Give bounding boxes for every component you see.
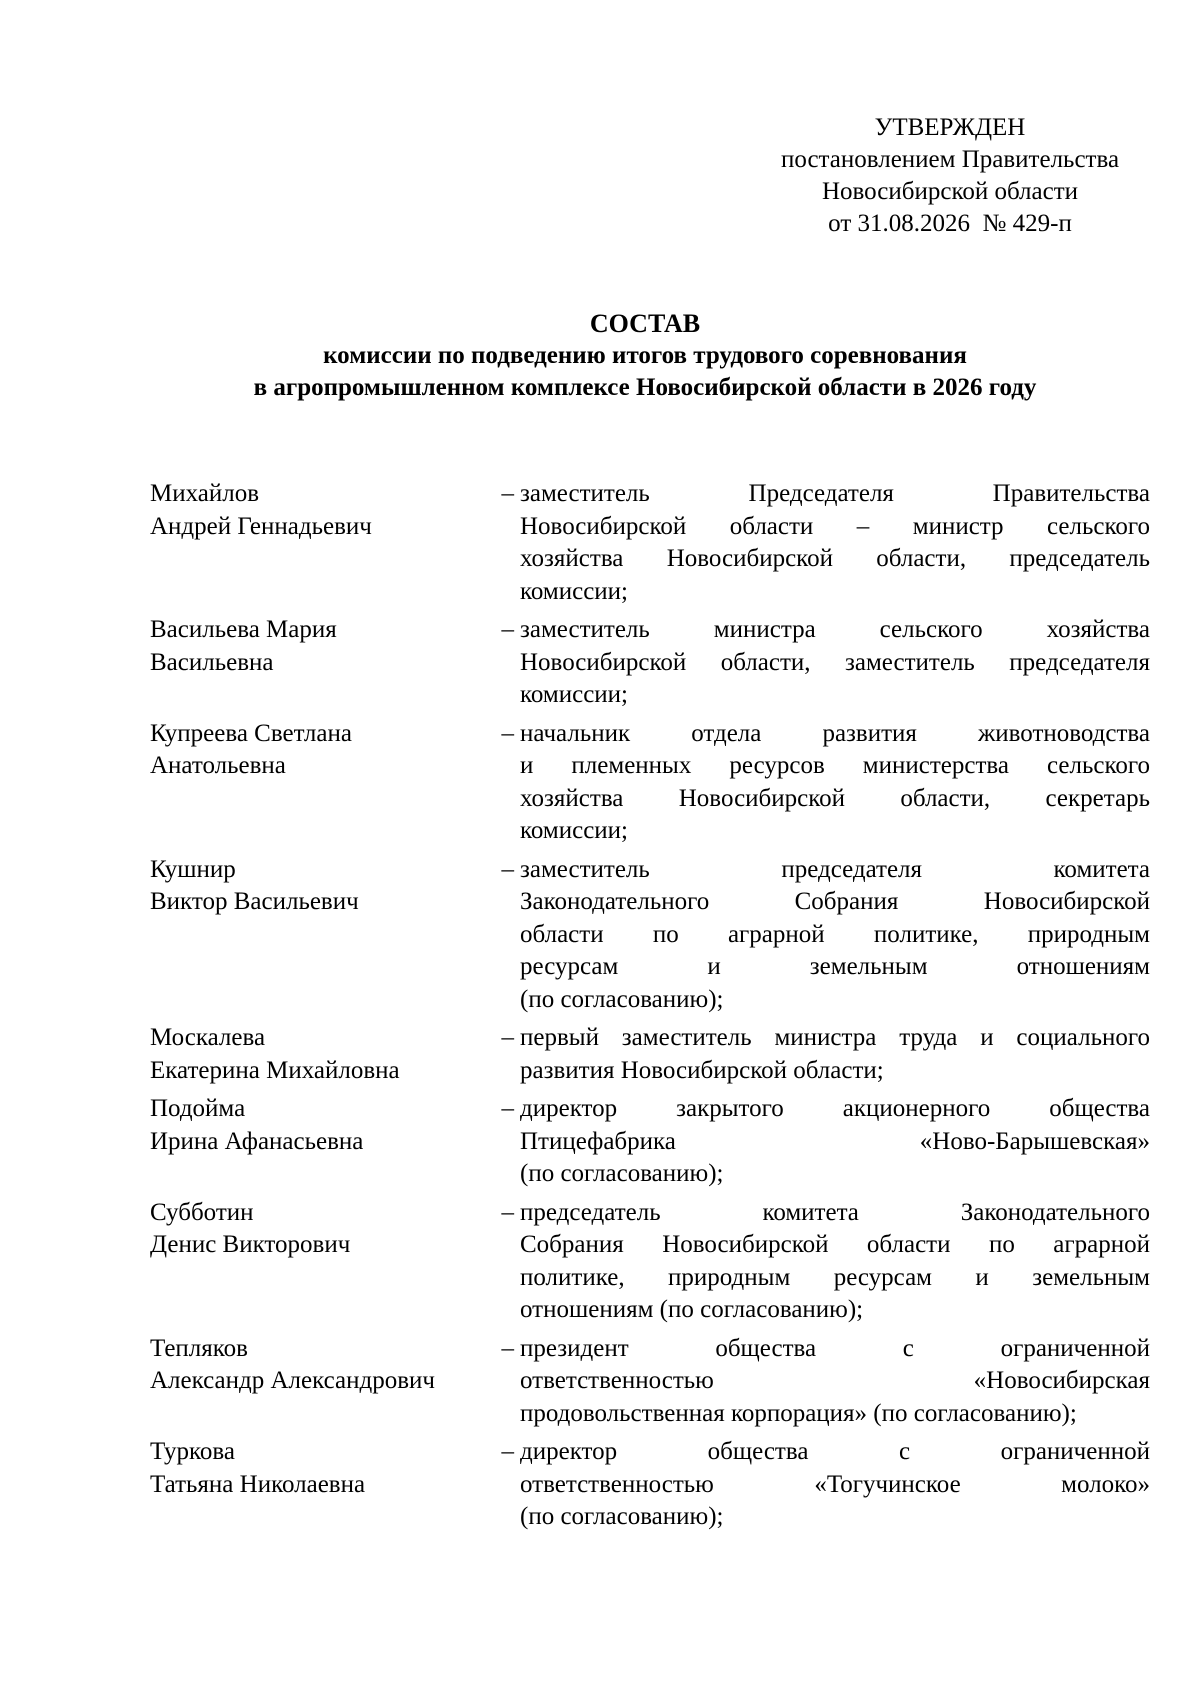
member-dash: – [501, 1334, 514, 1362]
member-given-names: Татьяна Николаевна [150, 1470, 366, 1498]
member-role-line: ответственностью «Тогучинское молоко» [520, 1470, 1150, 1498]
member-role-line: комиссии; [520, 817, 628, 844]
member-surname: Васильева Мария [150, 616, 337, 643]
member-surname: Москалева [150, 1024, 266, 1051]
member-role [520, 1022, 1150, 1087]
member-surname: Кушнир [150, 855, 236, 883]
member-name [150, 718, 490, 848]
member-dash: – [501, 719, 514, 747]
member-surname: Подойма [150, 1095, 246, 1122]
member-role-line: Новосибирской области, заместитель председателя [520, 648, 1150, 676]
member-given-names: Андрей Геннадьевич [150, 512, 372, 540]
member-role [520, 1333, 1150, 1431]
member-role-line: Законодательного Собрания Новосибирской [520, 888, 1150, 915]
member-surname: Туркова [150, 1438, 235, 1465]
member-given-names: Васильевна [150, 648, 274, 676]
member-role-line: хозяйства Новосибирской области, председатель [520, 545, 1150, 572]
member-role-line: заместитель председателя комитета [520, 855, 1150, 883]
member-given-names: Анатольевна [150, 752, 286, 779]
member-role [520, 1197, 1150, 1327]
member-entry [150, 854, 1150, 1017]
member-entry [150, 478, 1150, 608]
member-role [520, 718, 1150, 848]
member-role-line: комиссии; [520, 681, 628, 708]
member-entry [150, 718, 1150, 848]
document-title [0, 308, 1200, 404]
member-role-line: ответственностью «Новосибирская [520, 1367, 1150, 1394]
member-role-line: и племенных ресурсов министерства сельского [520, 752, 1150, 779]
member-name [150, 614, 490, 712]
member-role-line: директор общества с ограниченной [520, 1438, 1150, 1465]
member-role-line: заместитель Председателя Правительства [520, 480, 1150, 507]
member-role-line: заместитель министра сельского хозяйства [520, 616, 1150, 643]
member-role-line: начальник отдела развития животноводства [520, 719, 1150, 747]
member-role-line: комиссии; [520, 577, 628, 605]
member-entry [150, 1022, 1150, 1087]
member-entry [150, 1333, 1150, 1431]
member-role-line: политике, природным ресурсам и земельным [520, 1263, 1150, 1291]
member-given-names: Александр Александрович [150, 1367, 435, 1394]
member-role-line: (по согласованию); [520, 985, 724, 1013]
member-name [150, 1022, 490, 1087]
member-dash: – [501, 1024, 514, 1051]
member-dash: – [501, 1438, 514, 1465]
member-dash: – [501, 480, 514, 507]
member-name [150, 478, 490, 608]
member-role-line: отношениям (по согласованию); [520, 1296, 864, 1323]
member-entry [150, 614, 1150, 712]
member-role [520, 1436, 1150, 1534]
member-dash: – [501, 616, 514, 643]
member-role-line: развития Новосибирской области; [520, 1056, 884, 1084]
member-surname: Субботин [150, 1198, 254, 1226]
member-surname: Михайлов [150, 480, 260, 507]
member-role-line: продовольственная корпорация» (по согласованию); [520, 1399, 1077, 1427]
title-line-1: комиссии по подведению итогов трудового соревнования [323, 342, 967, 369]
member-role-line: хозяйства Новосибирской области, секретарь [520, 784, 1150, 812]
member-surname: Купреева Светлана [150, 719, 352, 747]
member-role [520, 478, 1150, 608]
member-role-line: директор закрытого акционерного общества [520, 1095, 1150, 1122]
member-entry [150, 1436, 1150, 1534]
member-name [150, 1197, 490, 1327]
member-name [150, 1333, 490, 1431]
member-surname: Тепляков [150, 1334, 248, 1362]
member-given-names: Виктор Васильевич [150, 888, 359, 915]
commission-members-list [150, 478, 1150, 1540]
member-dash: – [501, 1198, 514, 1226]
approval-resolution: постановлением Правительства [780, 146, 1120, 173]
member-given-names: Екатерина Михайловна [150, 1056, 400, 1084]
title-heading: СОСТАВ [589, 309, 701, 338]
member-role-line: ресурсам и земельным отношениям [520, 953, 1150, 980]
approval-stamp [760, 112, 1140, 240]
approval-region: Новосибирской области [821, 178, 1079, 205]
member-role-line: (по согласованию); [520, 1160, 724, 1187]
approval-title: УТВЕРЖДЕН [874, 114, 1026, 141]
member-role [520, 1093, 1150, 1191]
member-role-line: области по аграрной политике, природным [520, 920, 1150, 948]
member-entry [150, 1093, 1150, 1191]
member-role-line: Птицефабрика «Ново-Барышевская» [520, 1127, 1150, 1155]
member-dash: – [501, 1095, 514, 1122]
approval-date-number: от 31.08.2026 № 429-п [828, 210, 1072, 237]
title-line-2: в агропромышленном комплексе Новосибирской области в 2026 году [253, 374, 1037, 401]
member-name [150, 854, 490, 1017]
member-name [150, 1436, 490, 1534]
member-role-line: Собрания Новосибирской области по аграрной [520, 1231, 1150, 1258]
member-role-line: первый заместитель министра труда и социального [520, 1024, 1150, 1051]
member-given-names: Денис Викторович [150, 1231, 351, 1258]
member-role [520, 614, 1150, 712]
member-dash: – [501, 855, 514, 883]
member-role-line: (по согласованию); [520, 1503, 724, 1530]
member-given-names: Ирина Афанасьевна [150, 1127, 364, 1155]
member-name [150, 1093, 490, 1191]
member-role-line: Новосибирской области – министр сельского [520, 512, 1150, 540]
member-role-line: председатель комитета Законодательного [520, 1198, 1150, 1226]
member-role-line: президент общества с ограниченной [520, 1334, 1150, 1362]
member-entry [150, 1197, 1150, 1327]
member-role [520, 854, 1150, 1017]
